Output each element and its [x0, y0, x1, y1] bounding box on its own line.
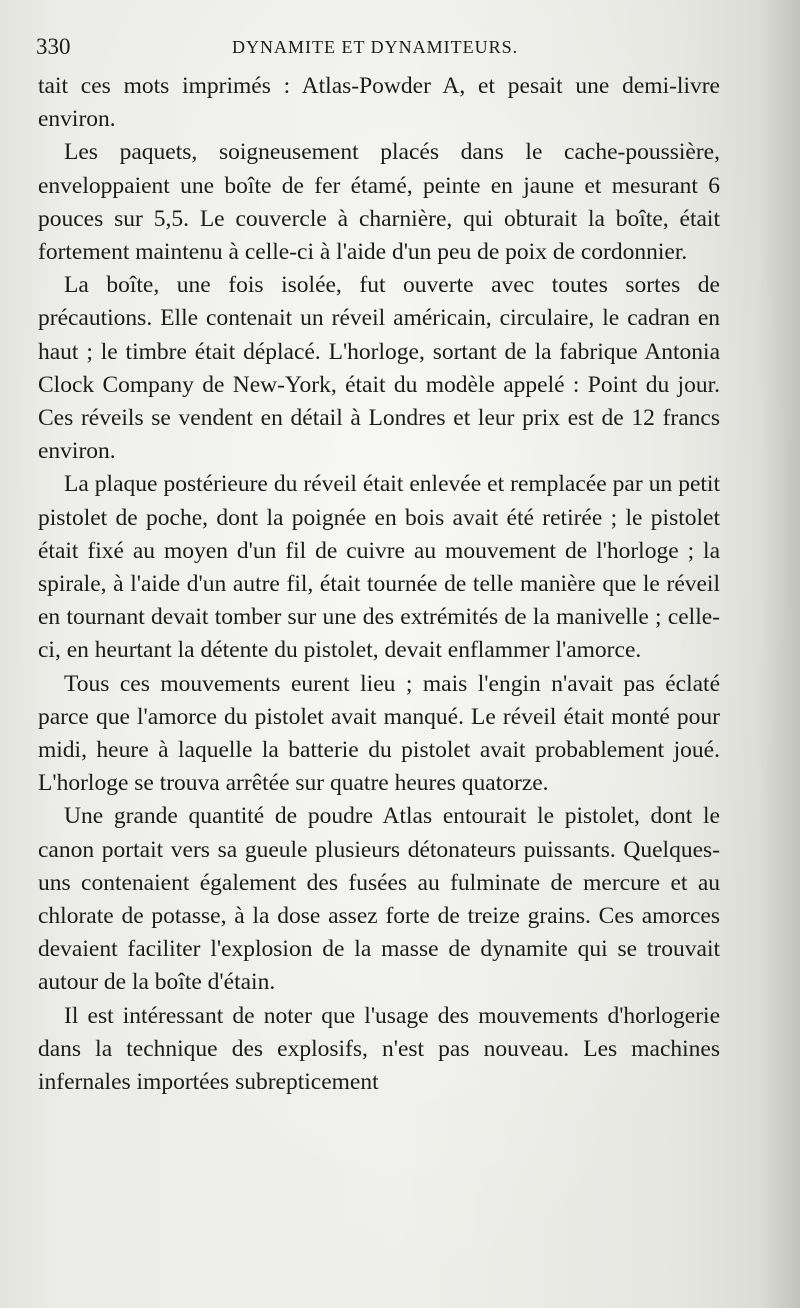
paragraph: La boîte, une fois isolée, fut ouverte avec toutes sortes de précautions. Elle contenait un réveil américain, circulaire, le cadran en haut ; le timbre était déplacé. L'horloge, sortant de la fabrique Antonia Clock Company de New-York, était du modèle appelé : Point du jour. Ces réveils se vendent en détail à Londres et leur prix est de 12 francs environ. [38, 272, 720, 465]
paragraph: Tous ces mouvements eurent lieu ; mais l'engin n'avait pas éclaté parce que l'amorce du pistolet avait manqué. Le réveil était monté pour midi, heure à laquelle la batterie du pistolet avait probablement joué. L'horloge se trouva arrêtée sur quatre heures quatorze. [38, 670, 720, 797]
page-number: 330 [36, 34, 71, 59]
paragraph-continued: tait ces mots imprimés : Atlas-Powder A, et pesait une demi-livre environ. [38, 73, 720, 133]
paragraph: La plaque postérieure du réveil était enlevée et remplacée par un petit pistolet de poche, dont la poignée en bois avait été retirée ; le pistolet était fixé au moyen d'un fil de cuivre au mouvement de l'horloge ; la spirale, à l'aide d'un autre fil, était tournée de telle manière que le réveil en tournant devait tomber sur une des extrémités de la manivelle ; celle-ci, en heurtant la détente du pistolet, devait enflammer l'amorce. [38, 471, 720, 664]
page-header [36, 30, 726, 64]
body-text [38, 70, 720, 1099]
paragraph: Il est intéressant de noter que l'usage des mouvements d'horlogerie dans la technique des explosifs, n'est pas nouveau. Les machines infernales importées subrepticement [38, 1002, 720, 1096]
running-head: DYNAMITE ET DYNAMITEURS. [232, 37, 519, 57]
page-edge-shadow [760, 0, 800, 1308]
paragraph: Les paquets, soigneusement placés dans le cache-poussière, enveloppaient une boîte de fer étamé, peinte en jaune et mesurant 6 pouces sur 5,5. Le couvercle à charnière, qui obturait la boîte, était fortement maintenu à celle-ci à l'aide d'un peu de poix de cordonnier. [38, 139, 720, 266]
paragraph: Une grande quantité de poudre Atlas entourait le pistolet, dont le canon portait vers sa gueule plusieurs détonateurs puissants. Quelques-uns contenaient également des fusées au fulminate de mercure et au chlorate de potasse, à la dose assez forte de treize grains. Ces amorces devaient faciliter l'explosion de la masse de dynamite qui se trouvait autour de la boîte d'étain. [38, 803, 720, 996]
